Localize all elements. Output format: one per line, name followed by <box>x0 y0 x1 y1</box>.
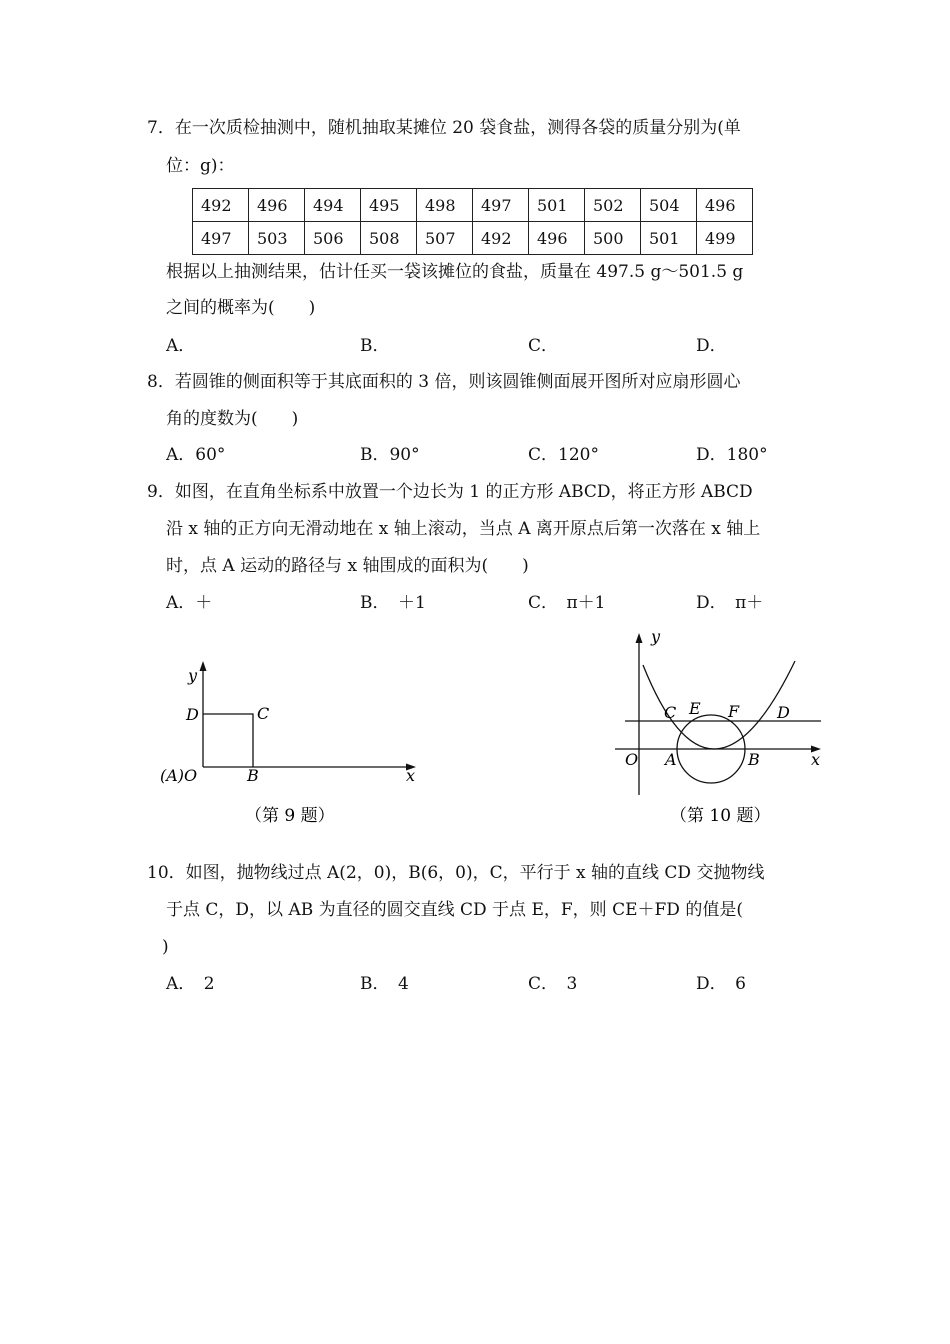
table-cell: 501 <box>641 222 697 255</box>
q7-option-a[interactable]: A． <box>166 336 196 356</box>
table-cell: 501 <box>529 189 585 222</box>
table-cell: 508 <box>361 222 417 255</box>
table-row <box>193 222 753 255</box>
q8-option-b[interactable]: B．90° <box>360 445 420 465</box>
table-cell: 494 <box>305 189 361 222</box>
table-cell: 504 <box>641 189 697 222</box>
table-cell: 496 <box>249 189 305 222</box>
q10-figure <box>615 625 835 840</box>
q10-option-d[interactable]: D． 6 <box>696 974 746 994</box>
table-cell: 499 <box>697 222 753 255</box>
q9-stem-line1: 9．如图，在直角坐标系中放置一个边长为 1 的正方形 ABCD，将正方形 ABCD <box>147 482 753 502</box>
axis-label-x: x <box>406 766 416 785</box>
axis-label-x: x <box>811 750 821 769</box>
point-label-b: B <box>247 766 259 785</box>
point-label-a: A <box>665 750 677 769</box>
q10-option-c[interactable]: C． 3 <box>528 974 578 994</box>
table-cell: 497 <box>193 222 249 255</box>
table-cell: 498 <box>417 189 473 222</box>
table-cell: 492 <box>193 189 249 222</box>
q8-option-c[interactable]: C．120° <box>528 445 599 465</box>
q7-stem-line3: 根据以上抽测结果，估计任买一袋该摊位的食盐，质量在 497.5 g～501.5 g <box>166 262 744 282</box>
table-cell: 495 <box>361 189 417 222</box>
point-label-c: C <box>257 704 270 723</box>
q10-option-b[interactable]: B． 4 <box>360 974 409 994</box>
table-cell: 497 <box>473 189 529 222</box>
table-cell: 492 <box>473 222 529 255</box>
q7-data-table <box>192 188 753 255</box>
q9-option-d[interactable]: D． π＋ <box>696 593 764 613</box>
q10-stem-line2: 于点 C，D，以 AB 为直径的圆交直线 CD 于点 E，F，则 CE＋FD 的值是( <box>166 900 743 920</box>
q8-option-d[interactable]: D．180° <box>696 445 768 465</box>
q7-option-d[interactable]: D． <box>696 336 727 356</box>
table-cell: 496 <box>697 189 753 222</box>
point-label-d: D <box>777 703 790 722</box>
table-row <box>193 189 753 222</box>
q9-stem-line3: 时，点 A 运动的路径与 x 轴围成的面积为( ) <box>166 556 529 576</box>
q7-stem-line2: 位：g)： <box>166 156 235 176</box>
q10-stem-line1: 10．如图，抛物线过点 A(2，0)，B(6，0)，C，平行于 x 轴的直线 CD 交抛物线 <box>147 863 765 883</box>
q9-figure <box>150 655 430 835</box>
q7-option-c[interactable]: C． <box>528 336 559 356</box>
table-cell: 506 <box>305 222 361 255</box>
q10-stem-line3: ) <box>162 937 169 957</box>
axis-label-y: y <box>651 627 661 646</box>
q10-figure-caption: （第 10 题） <box>670 806 771 826</box>
point-label-o: O <box>625 750 639 769</box>
q9-option-b[interactable]: B． ＋1 <box>360 593 426 613</box>
y-axis-arrow-icon <box>200 661 207 671</box>
point-label-e: E <box>689 699 701 718</box>
q7-option-b[interactable]: B． <box>360 336 390 356</box>
q8-stem-line2: 角的度数为( ) <box>166 409 299 429</box>
table-cell: 502 <box>585 189 641 222</box>
point-label-d: D <box>186 705 199 724</box>
point-label-b: B <box>748 750 760 769</box>
y-axis-arrow-icon <box>636 633 643 643</box>
table-cell: 500 <box>585 222 641 255</box>
point-label-c: C <box>664 703 677 722</box>
table-cell: 503 <box>249 222 305 255</box>
point-label-ao: (A)O <box>160 766 198 785</box>
table-cell: 496 <box>529 222 585 255</box>
q7-stem-line1: 7．在一次质检抽测中，随机抽取某摊位 20 袋食盐，测得各袋的质量分别为(单 <box>147 118 741 138</box>
q9-option-c[interactable]: C． π＋1 <box>528 593 606 613</box>
point-label-f: F <box>728 702 740 721</box>
q10-option-a[interactable]: A． 2 <box>166 974 215 994</box>
q8-option-a[interactable]: A．60° <box>166 445 226 465</box>
table-cell: 507 <box>417 222 473 255</box>
q8-stem-line1: 8．若圆锥的侧面积等于其底面积的 3 倍，则该圆锥侧面展开图所对应扇形圆心 <box>147 372 741 392</box>
q9-stem-line2: 沿 x 轴的正方向无滑动地在 x 轴上滚动，当点 A 离开原点后第一次落在 x 轴上 <box>166 519 761 539</box>
q7-stem-line4: 之间的概率为( ) <box>166 298 316 318</box>
q9-option-a[interactable]: A．＋ <box>166 593 213 613</box>
square-abcd <box>203 714 253 767</box>
q9-figure-caption: （第 9 题） <box>245 806 335 826</box>
axis-label-y: y <box>188 666 198 685</box>
